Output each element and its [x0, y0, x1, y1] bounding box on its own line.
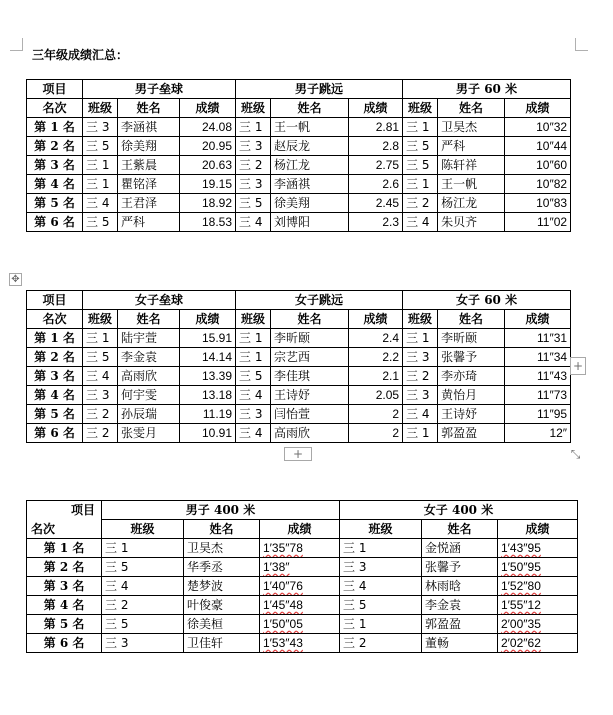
table-row	[27, 194, 571, 213]
table-row	[27, 156, 571, 175]
class-cell: 三 4	[340, 577, 422, 596]
class-cell: 三 3	[83, 118, 118, 137]
score-cell: 2.3	[349, 213, 403, 232]
score-cell	[498, 615, 578, 634]
score-cell: 24.08	[180, 118, 236, 137]
rank-cell: 第 1 名	[27, 118, 83, 137]
col-name: 姓名	[118, 99, 180, 118]
class-cell: 三 1	[83, 329, 118, 348]
class-cell: 三 5	[403, 137, 438, 156]
400m-results-table	[26, 500, 578, 653]
name-cell: 杨江龙	[438, 194, 505, 213]
add-row-button[interactable]: +	[284, 447, 312, 461]
rank-cell: 第 3 名	[27, 156, 83, 175]
col-name: 姓名	[118, 310, 180, 329]
name-cell: 张馨予	[422, 558, 498, 577]
header-project: 项目	[70, 503, 95, 517]
class-cell: 三 2	[236, 156, 271, 175]
name-cell: 郭盈盈	[422, 615, 498, 634]
table-row	[27, 348, 571, 367]
col-score: 成绩	[349, 310, 403, 329]
table-row	[27, 367, 571, 386]
name-cell: 卫昊杰	[438, 118, 505, 137]
rank-cell: 第 6 名	[27, 213, 83, 232]
rank-cell: 第 4 名	[27, 386, 83, 405]
class-cell: 三 5	[102, 615, 184, 634]
page-corner-mark-right	[575, 38, 588, 51]
rank-cell: 第 5 名	[27, 194, 83, 213]
score-cell: 10″32	[505, 118, 571, 137]
table-row	[27, 175, 571, 194]
header-project: 项目	[27, 80, 83, 99]
score-cell: 2.1	[349, 367, 403, 386]
name-cell: 王紫晨	[118, 156, 180, 175]
score-cell: 2.45	[349, 194, 403, 213]
add-column-button[interactable]: +	[570, 357, 586, 375]
name-cell: 徐美翔	[271, 194, 349, 213]
name-cell: 陈轩祥	[438, 156, 505, 175]
score-cell	[260, 539, 340, 558]
name-cell: 李昕颐	[438, 329, 505, 348]
score-cell: 11″34	[505, 348, 571, 367]
table-row	[27, 405, 571, 424]
col-score: 成绩	[505, 99, 571, 118]
score-value: 1′50″05	[263, 617, 303, 631]
name-cell: 徐美桓	[184, 615, 260, 634]
class-cell: 三 5	[83, 348, 118, 367]
table-row	[27, 424, 571, 443]
name-cell: 高雨欣	[118, 367, 180, 386]
name-cell: 李昕颐	[271, 329, 349, 348]
score-cell: 14.14	[180, 348, 236, 367]
class-cell: 三 1	[83, 175, 118, 194]
name-cell: 金悦涵	[422, 539, 498, 558]
score-value: 1′50″95	[501, 560, 541, 574]
class-cell: 三 2	[83, 424, 118, 443]
class-cell: 三 1	[340, 615, 422, 634]
name-cell: 李金袁	[422, 596, 498, 615]
score-cell: 12″	[505, 424, 571, 443]
class-cell: 三 5	[83, 137, 118, 156]
class-cell: 三 3	[340, 558, 422, 577]
name-cell: 赵辰龙	[271, 137, 349, 156]
class-cell: 三 2	[340, 634, 422, 653]
col-score: 成绩	[180, 310, 236, 329]
score-value: 1′55″12	[501, 598, 541, 612]
name-cell: 王诗妤	[271, 386, 349, 405]
score-cell: 2.6	[349, 175, 403, 194]
class-cell: 三 4	[102, 577, 184, 596]
table-resize-icon[interactable]: ⤡	[570, 447, 581, 461]
class-cell: 三 4	[83, 367, 118, 386]
score-value: 1′53″43	[263, 636, 303, 650]
score-cell: 20.63	[180, 156, 236, 175]
name-cell: 刘博阳	[271, 213, 349, 232]
class-cell: 三 1	[236, 329, 271, 348]
rank-cell: 第 1 名	[27, 539, 102, 558]
class-cell: 三 5	[340, 596, 422, 615]
rank-cell: 第 5 名	[27, 405, 83, 424]
class-cell: 三 3	[236, 405, 271, 424]
table-row	[27, 615, 578, 634]
rank-cell: 第 5 名	[27, 615, 102, 634]
name-cell: 卫佳轩	[184, 634, 260, 653]
class-cell: 三 4	[236, 386, 271, 405]
name-cell: 李涵祺	[118, 118, 180, 137]
class-cell: 三 4	[83, 194, 118, 213]
score-cell: 10″82	[505, 175, 571, 194]
name-cell: 孙辰瑞	[118, 405, 180, 424]
name-cell: 闫怡萱	[271, 405, 349, 424]
rank-cell: 第 2 名	[27, 348, 83, 367]
table-row	[27, 558, 578, 577]
name-cell: 王一帆	[271, 118, 349, 137]
header-rank: 名次	[27, 99, 83, 118]
score-cell: 15.91	[180, 329, 236, 348]
class-cell: 三 1	[236, 348, 271, 367]
col-class: 班级	[403, 99, 438, 118]
class-cell: 三 5	[83, 213, 118, 232]
score-cell	[260, 558, 340, 577]
score-cell: 2.2	[349, 348, 403, 367]
score-cell: 11″95	[505, 405, 571, 424]
name-cell: 董畅	[422, 634, 498, 653]
col-name: 姓名	[438, 310, 505, 329]
header-rank: 名次	[31, 522, 56, 536]
name-cell: 王诗妤	[438, 405, 505, 424]
name-cell: 张雯月	[118, 424, 180, 443]
table-move-handle-icon[interactable]: ✥	[9, 273, 22, 286]
score-cell: 11″31	[505, 329, 571, 348]
class-cell: 三 3	[403, 386, 438, 405]
table-column-header-row	[27, 99, 571, 118]
class-cell: 三 5	[403, 156, 438, 175]
class-cell: 三 1	[102, 539, 184, 558]
name-cell: 林雨晗	[422, 577, 498, 596]
score-cell: 2	[349, 424, 403, 443]
table-row	[27, 118, 571, 137]
class-cell: 三 2	[83, 405, 118, 424]
table-row	[27, 386, 571, 405]
col-name: 姓名	[184, 520, 260, 539]
table-column-header-row	[27, 310, 571, 329]
page-title: 三年级成绩汇总：	[32, 48, 129, 62]
class-cell: 三 1	[83, 156, 118, 175]
class-cell: 三 4	[236, 424, 271, 443]
rank-cell: 第 1 名	[27, 329, 83, 348]
score-cell: 10″60	[505, 156, 571, 175]
col-class: 班级	[83, 99, 118, 118]
header-project: 项目	[27, 291, 83, 310]
score-value: 2′02″62	[501, 636, 541, 650]
class-cell: 三 3	[83, 386, 118, 405]
table-event-header-row	[27, 501, 578, 520]
class-cell: 三 5	[236, 194, 271, 213]
score-cell: 11″73	[505, 386, 571, 405]
table-body	[27, 118, 571, 232]
rank-cell: 第 6 名	[27, 424, 83, 443]
col-class: 班级	[403, 310, 438, 329]
col-class: 班级	[102, 520, 184, 539]
name-cell: 严科	[438, 137, 505, 156]
event-header: 女子垒球	[83, 291, 236, 310]
header-rank: 名次	[27, 310, 83, 329]
score-cell	[260, 577, 340, 596]
score-value: 1′45″48	[263, 598, 303, 612]
rank-cell: 第 2 名	[27, 558, 102, 577]
table-row	[27, 137, 571, 156]
event-header: 男子 60 米	[403, 80, 571, 99]
name-cell: 卫昊杰	[184, 539, 260, 558]
score-cell: 10.91	[180, 424, 236, 443]
name-cell: 杨江龙	[271, 156, 349, 175]
score-value: 1′35″78	[263, 541, 303, 555]
name-cell: 楚梦波	[184, 577, 260, 596]
rank-cell: 第 4 名	[27, 175, 83, 194]
score-cell: 2.8	[349, 137, 403, 156]
score-cell: 13.18	[180, 386, 236, 405]
score-cell	[498, 634, 578, 653]
class-cell: 三 3	[236, 175, 271, 194]
boys-field-results-table	[26, 79, 571, 232]
score-cell	[260, 615, 340, 634]
col-name: 姓名	[422, 520, 498, 539]
rank-cell: 第 3 名	[27, 367, 83, 386]
score-value: 2′00″35	[501, 617, 541, 631]
name-cell: 王君泽	[118, 194, 180, 213]
table-body	[27, 329, 571, 443]
name-cell: 华季丞	[184, 558, 260, 577]
class-cell: 三 1	[340, 539, 422, 558]
score-value: 1′38″	[263, 560, 290, 574]
score-cell: 10″44	[505, 137, 571, 156]
col-class: 班级	[236, 99, 271, 118]
name-cell: 黄怡月	[438, 386, 505, 405]
col-name: 姓名	[438, 99, 505, 118]
score-cell: 10″83	[505, 194, 571, 213]
score-cell: 18.53	[180, 213, 236, 232]
event-header: 女子 60 米	[403, 291, 571, 310]
rank-cell: 第 6 名	[27, 634, 102, 653]
col-score: 成绩	[505, 310, 571, 329]
score-cell: 11.19	[180, 405, 236, 424]
score-cell	[498, 539, 578, 558]
score-cell: 11″43	[505, 367, 571, 386]
col-name: 姓名	[271, 99, 349, 118]
event-header: 女子跳远	[236, 291, 403, 310]
score-cell: 19.15	[180, 175, 236, 194]
class-cell: 三 1	[403, 424, 438, 443]
project-rank-diagonal-cell	[27, 501, 102, 539]
class-cell: 三 5	[102, 558, 184, 577]
col-class: 班级	[236, 310, 271, 329]
class-cell: 三 1	[403, 118, 438, 137]
name-cell: 严科	[118, 213, 180, 232]
score-value: 1′43″95	[501, 541, 541, 555]
score-cell: 2.05	[349, 386, 403, 405]
table-event-header-row	[27, 291, 571, 310]
col-score: 成绩	[349, 99, 403, 118]
score-cell	[260, 634, 340, 653]
class-cell: 三 3	[236, 137, 271, 156]
page-corner-mark-left	[10, 38, 23, 51]
name-cell: 郭盈盈	[438, 424, 505, 443]
score-cell: 13.39	[180, 367, 236, 386]
score-cell	[498, 596, 578, 615]
class-cell: 三 3	[102, 634, 184, 653]
name-cell: 李金袁	[118, 348, 180, 367]
class-cell: 三 3	[403, 348, 438, 367]
class-cell: 三 4	[403, 405, 438, 424]
table-event-header-row	[27, 80, 571, 99]
table-column-header-row	[27, 520, 578, 539]
class-cell: 三 1	[403, 329, 438, 348]
col-score: 成绩	[260, 520, 340, 539]
class-cell: 三 5	[236, 367, 271, 386]
col-score: 成绩	[180, 99, 236, 118]
table-row	[27, 539, 578, 558]
name-cell: 张馨予	[438, 348, 505, 367]
col-name: 姓名	[271, 310, 349, 329]
name-cell: 高雨欣	[271, 424, 349, 443]
name-cell: 叶俊豪	[184, 596, 260, 615]
score-cell: 18.92	[180, 194, 236, 213]
class-cell: 三 4	[403, 213, 438, 232]
score-cell: 2	[349, 405, 403, 424]
class-cell: 三 1	[403, 175, 438, 194]
name-cell: 陆宇萱	[118, 329, 180, 348]
name-cell: 朱贝齐	[438, 213, 505, 232]
class-cell: 三 1	[236, 118, 271, 137]
name-cell: 何宇雯	[118, 386, 180, 405]
rank-cell: 第 3 名	[27, 577, 102, 596]
score-cell: 2.4	[349, 329, 403, 348]
name-cell: 徐美翔	[118, 137, 180, 156]
event-header: 男子垒球	[83, 80, 236, 99]
col-score: 成绩	[498, 520, 578, 539]
girls-field-results-table	[26, 290, 571, 443]
name-cell: 王一帆	[438, 175, 505, 194]
class-cell: 三 2	[102, 596, 184, 615]
score-cell: 2.75	[349, 156, 403, 175]
name-cell: 李佳琪	[271, 367, 349, 386]
table-body	[27, 539, 578, 653]
class-cell: 三 2	[403, 194, 438, 213]
col-class: 班级	[83, 310, 118, 329]
event-header: 女子 400 米	[340, 501, 578, 520]
score-cell	[498, 577, 578, 596]
score-cell	[498, 558, 578, 577]
score-cell: 2.81	[349, 118, 403, 137]
score-value: 1′40″76	[263, 579, 303, 593]
name-cell: 李涵祺	[271, 175, 349, 194]
score-value: 1′52″80	[501, 579, 541, 593]
rank-cell: 第 2 名	[27, 137, 83, 156]
event-header: 男子 400 米	[102, 501, 340, 520]
table-row	[27, 329, 571, 348]
score-cell: 20.95	[180, 137, 236, 156]
rank-cell: 第 4 名	[27, 596, 102, 615]
score-cell: 11″02	[505, 213, 571, 232]
score-cell	[260, 596, 340, 615]
table-row	[27, 596, 578, 615]
name-cell: 瞿铭泽	[118, 175, 180, 194]
class-cell: 三 4	[236, 213, 271, 232]
class-cell: 三 2	[403, 367, 438, 386]
name-cell: 李亦琦	[438, 367, 505, 386]
name-cell: 宗艺西	[271, 348, 349, 367]
event-header: 男子跳远	[236, 80, 403, 99]
table-row	[27, 634, 578, 653]
col-class: 班级	[340, 520, 422, 539]
table-row	[27, 577, 578, 596]
table-row	[27, 213, 571, 232]
